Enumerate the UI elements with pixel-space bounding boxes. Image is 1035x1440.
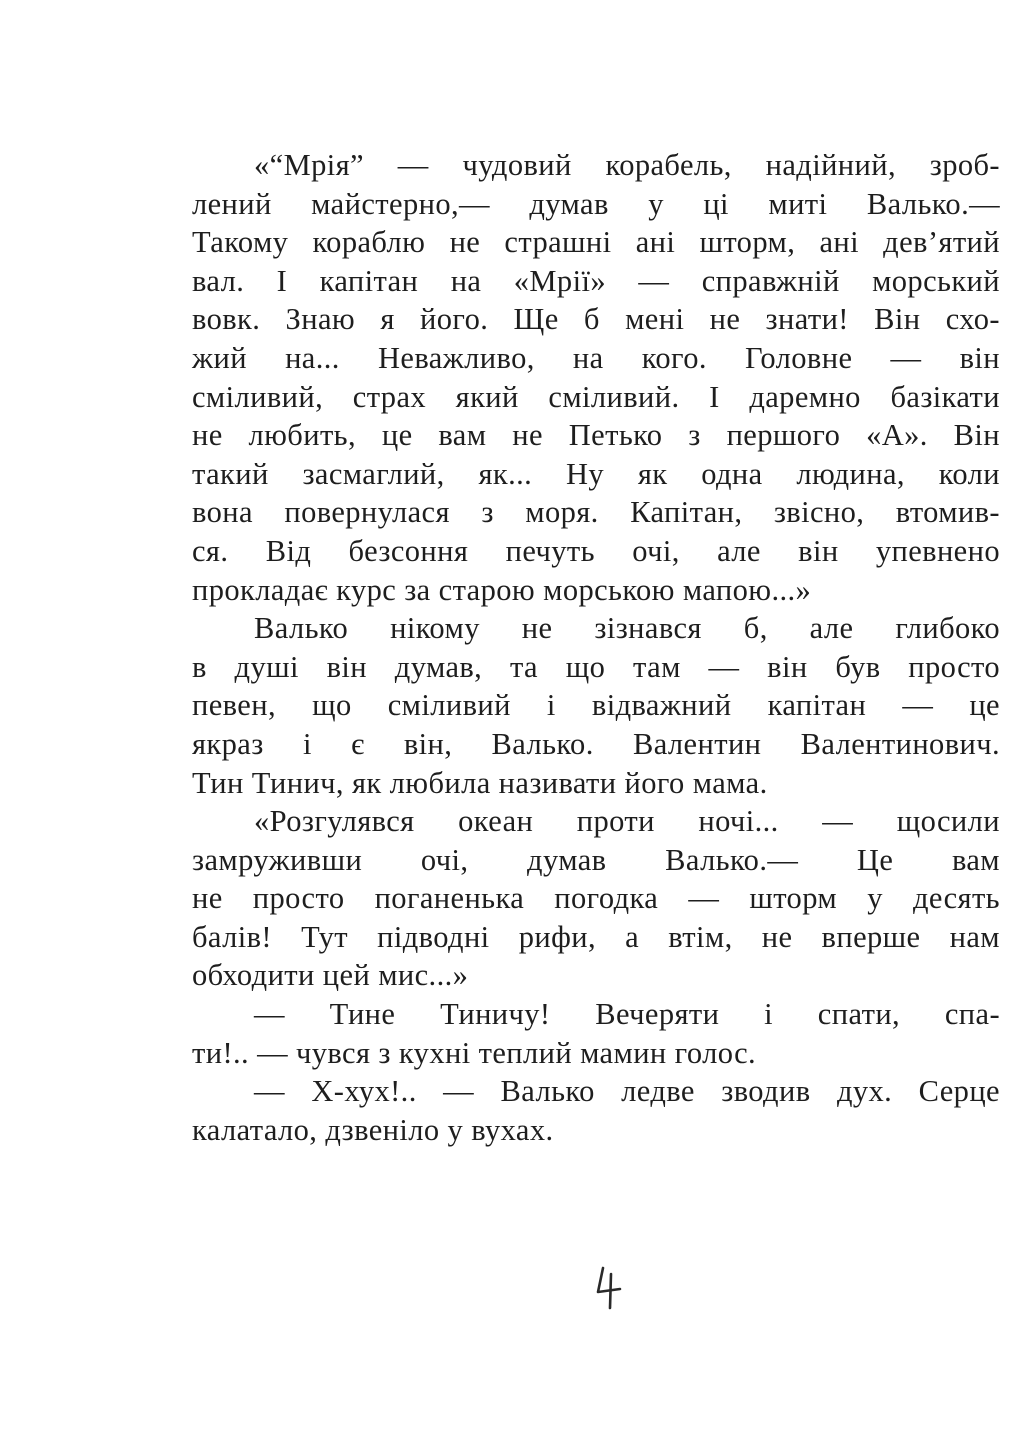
text-line: Валько нікому не зізнався б, але глибоко <box>254 611 1000 646</box>
text-line: «Розгулявся океан проти ночі... — щосили <box>254 804 1000 839</box>
text-line: ся. Від безсоння печуть очі, але він упевнено <box>192 533 1000 568</box>
text-line: прокладає курс за старою морською мапою...» <box>192 572 812 607</box>
text-line: не любить, це вам не Петько з першого «А». Він <box>192 418 1000 453</box>
text-line: Тин Тинич, як любила називати його мама. <box>192 765 768 800</box>
page-number <box>589 1262 625 1312</box>
text-line: «“Мрія” — чудовий корабель, надійний, зроб- <box>254 148 1000 182</box>
text-line: жий на... Неважливо, на кого. Головне — він <box>192 340 1000 375</box>
story-text <box>192 146 1000 1149</box>
text-line: не просто поганенька погодка — шторм у десять <box>192 881 1000 916</box>
text-line: сміливий, страх який сміливий. І даремно базікати <box>192 379 1000 414</box>
text-line: такий засмаглий, як... Ну як одна людина, коли <box>192 456 1000 491</box>
text-line: балів! Тут підводні рифи, а втім, не вперше нам <box>192 919 1000 954</box>
text-line: — Тине Тиничу! Вечеряти і спати, спа- <box>254 997 1000 1032</box>
text-line: ти!.. — чувся з кухні теплий мамин голос. <box>192 1035 757 1070</box>
text-line: якраз і є він, Валько. Валентин Валентинович. <box>192 726 1000 761</box>
text-line: замруживши очі, думав Валько.— Це вам <box>192 842 1000 877</box>
text-line: вона повернулася з моря. Капітан, звісно, втомив- <box>192 495 1000 530</box>
text-line: вал. І капітан на «Мрії» — справжній морський <box>192 263 1000 298</box>
text-line: певен, що сміливий і відважний капітан — це <box>192 688 1000 723</box>
handwritten-page-number-icon <box>589 1262 625 1312</box>
text-line: вовк. Знаю я його. Ще б мені не знати! Він схо- <box>192 302 1000 337</box>
text-line: обходити цей мис...» <box>192 958 469 993</box>
text-line: лений майстерно,— думав у ці миті Валько.— <box>192 186 1000 221</box>
page-number-label <box>589 1312 590 1313</box>
text-line: калатало, дзвеніло у вухах. <box>192 1112 554 1147</box>
text-line: Такому кораблю не страшні ані шторм, ані дев’ятий <box>192 225 1000 260</box>
text-line: в душі він думав, та що там — він був просто <box>192 649 1000 684</box>
text-line: — Х-хух!.. — Валько ледве зводив дух. Серце <box>254 1074 1000 1109</box>
